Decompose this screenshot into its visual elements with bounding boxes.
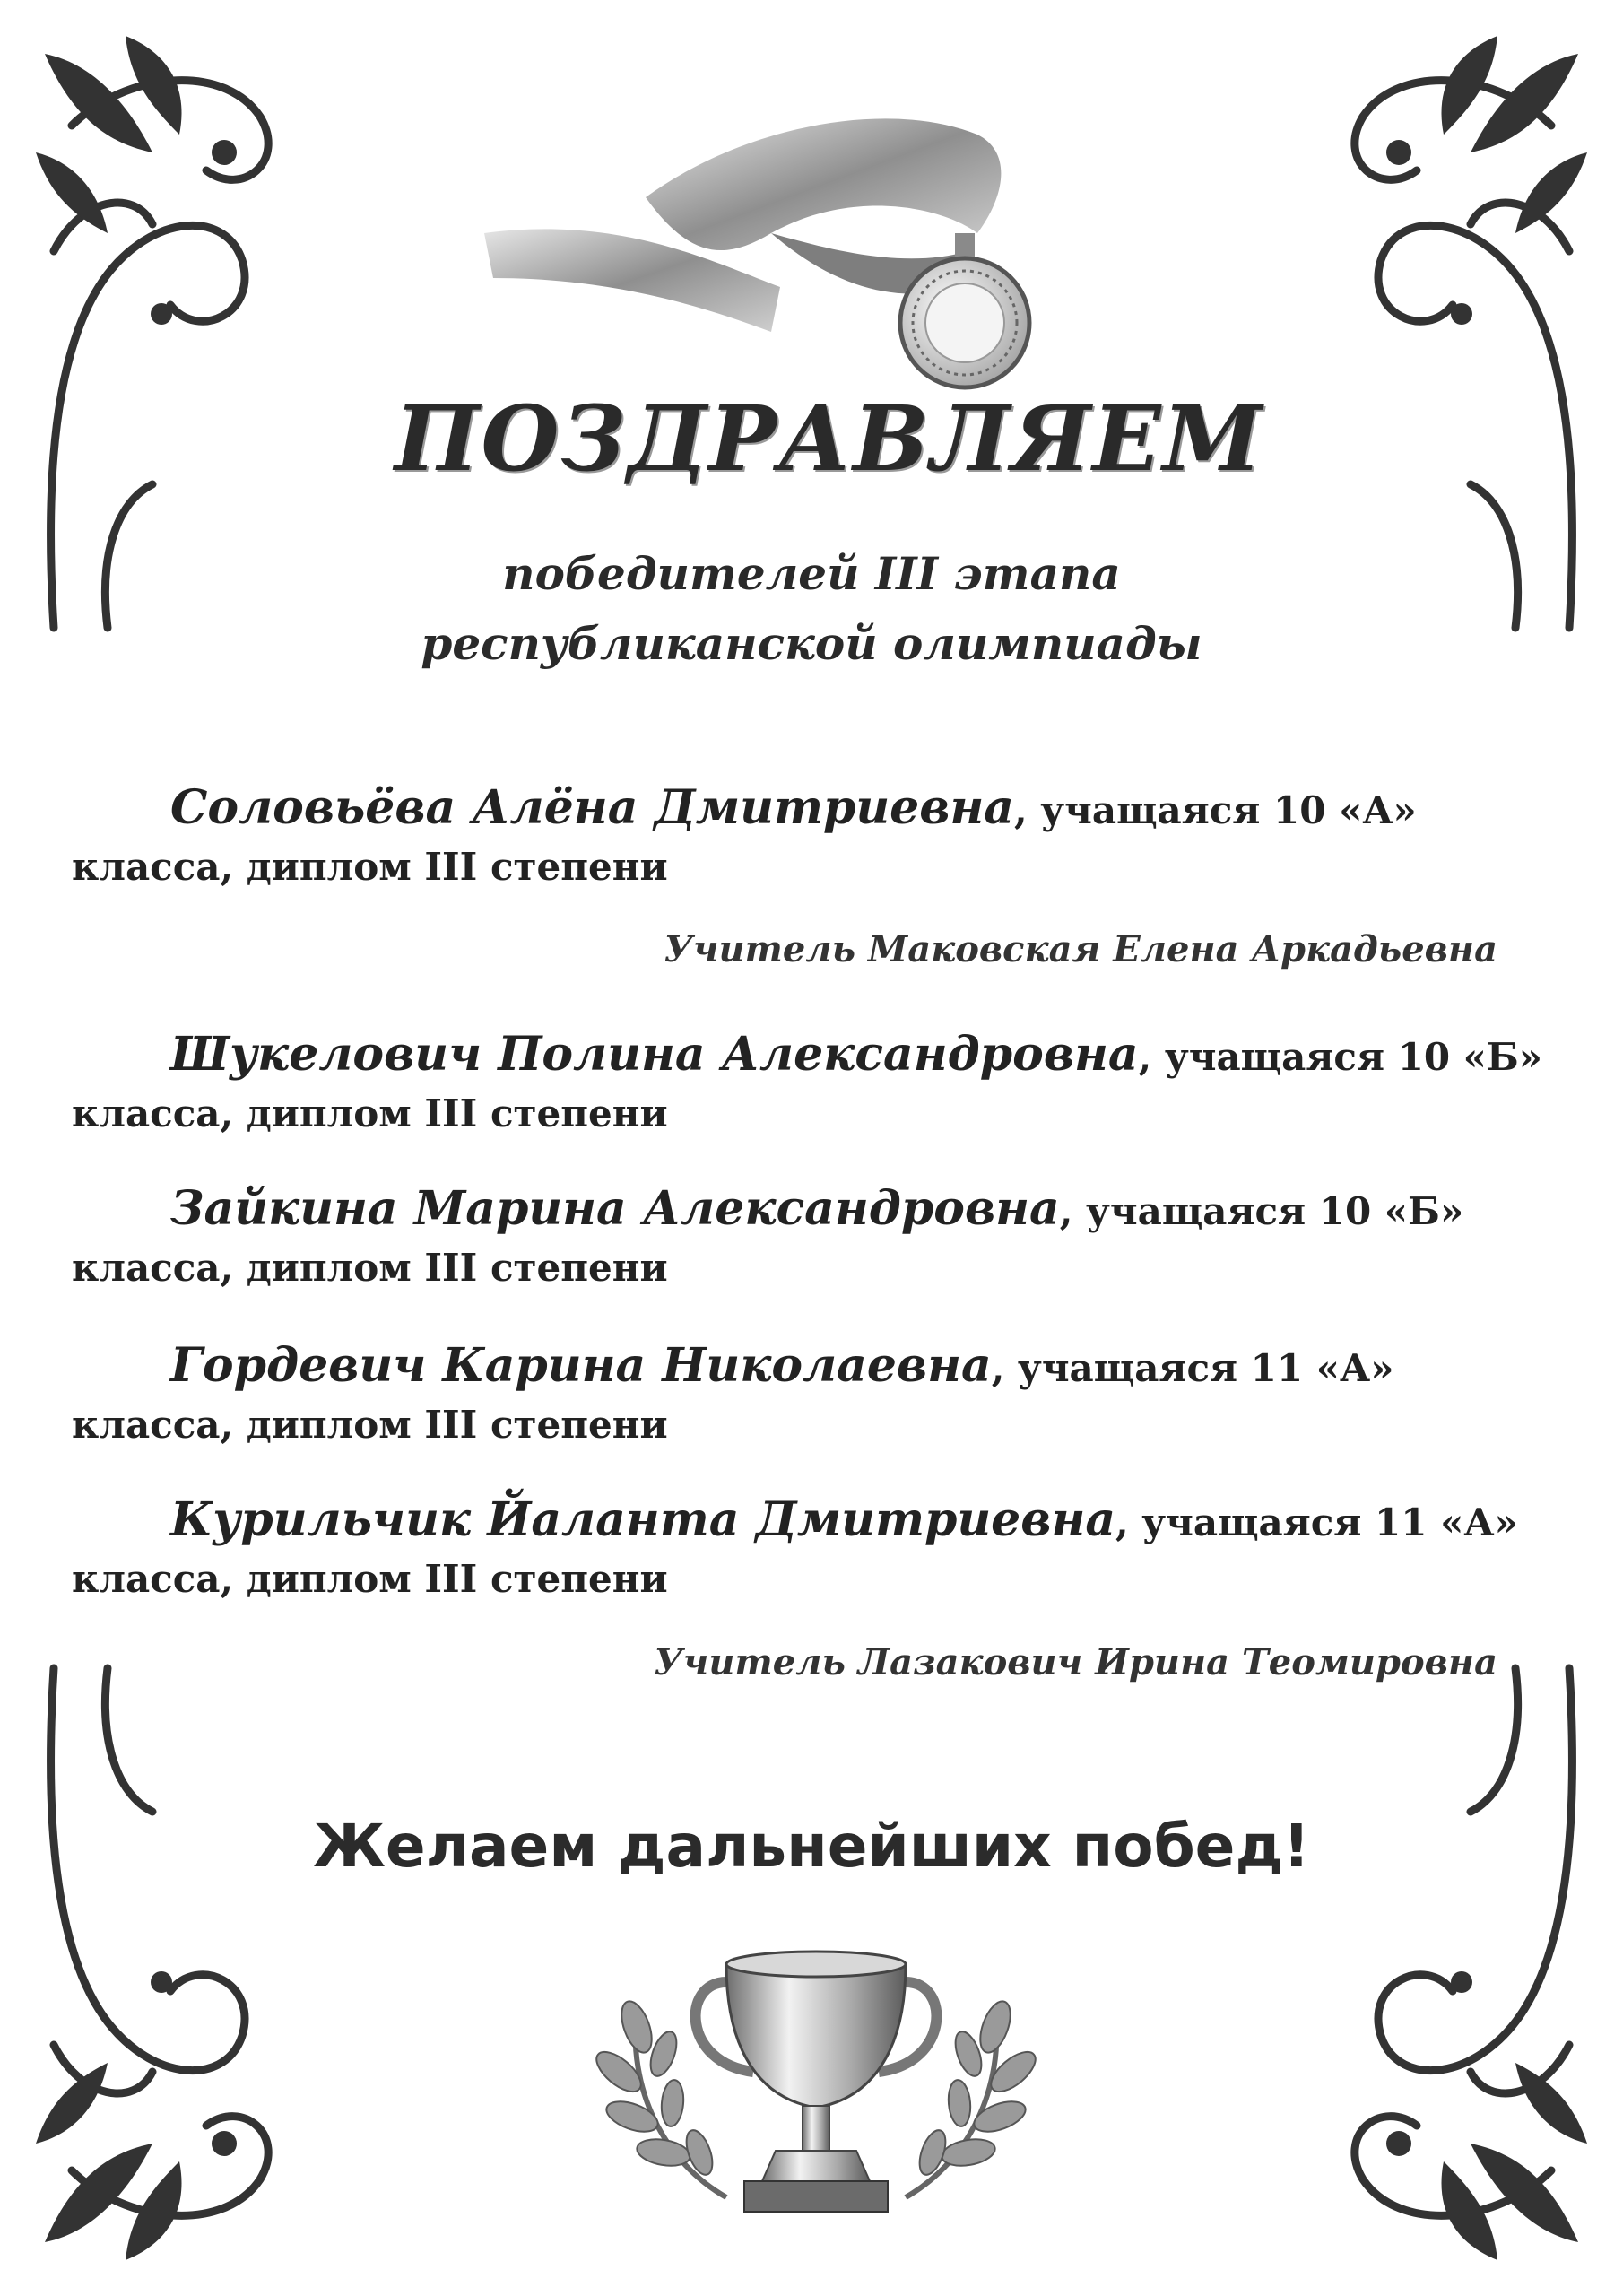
laurel-left-icon bbox=[590, 1997, 726, 2197]
winner-entry bbox=[72, 778, 1524, 894]
winner-class: , учащаяся 10 «Б» bbox=[1138, 1035, 1543, 1079]
winner-entry bbox=[72, 1025, 1543, 1141]
winner-class: , учащаяся 10 «А» bbox=[1014, 788, 1417, 832]
winner-name: Соловьёва Алёна Дмитриевна bbox=[170, 780, 1015, 835]
laurel-right-icon bbox=[906, 1997, 1042, 2197]
winner-entry bbox=[72, 1491, 1524, 1606]
teacher-line: Учитель Лазакович Ирина Теомировна bbox=[654, 1641, 1497, 1683]
winner-award: класса, диплом III степени bbox=[72, 1557, 668, 1601]
corner-ornament-bottom-right-icon bbox=[1309, 1650, 1605, 2278]
winner-class: , учащаяся 11 «А» bbox=[1115, 1500, 1518, 1544]
winner-class: , учащаяся 11 «А» bbox=[991, 1346, 1394, 1390]
winner-name: Шукелович Полина Александровна bbox=[170, 1027, 1139, 1082]
winner-award: класса, диплом III степени bbox=[72, 1403, 668, 1447]
corner-ornament-bottom-left-icon bbox=[18, 1650, 314, 2278]
subtitle-line-2: республиканской олимпиады bbox=[421, 617, 1202, 670]
page-title: ПОЗДРАВЛЯЕМ bbox=[395, 386, 1264, 491]
teacher-line: Учитель Маковская Елена Аркадьевна bbox=[664, 928, 1497, 970]
medal-icon bbox=[475, 108, 1121, 395]
winner-award: класса, диплом III степени bbox=[72, 1091, 668, 1135]
winner-name: Гордевич Карина Николаевна bbox=[170, 1338, 992, 1393]
subtitle-line-1: победителей III этапа bbox=[502, 547, 1121, 600]
winner-entry bbox=[72, 1179, 1524, 1295]
winner-name: Курильчик Йаланта Дмитриевна bbox=[170, 1492, 1116, 1547]
winner-award: класса, диплом III степени bbox=[72, 1246, 668, 1290]
winner-class: , учащаяся 10 «Б» bbox=[1059, 1189, 1464, 1233]
closing-wish: Желаем дальнейших побед! bbox=[313, 1812, 1310, 1881]
winner-entry bbox=[72, 1336, 1524, 1452]
winner-name: Зайкина Марина Александровна bbox=[170, 1181, 1060, 1236]
trophy-icon bbox=[583, 1928, 1049, 2233]
winner-award: класса, диплом III степени bbox=[72, 845, 668, 889]
